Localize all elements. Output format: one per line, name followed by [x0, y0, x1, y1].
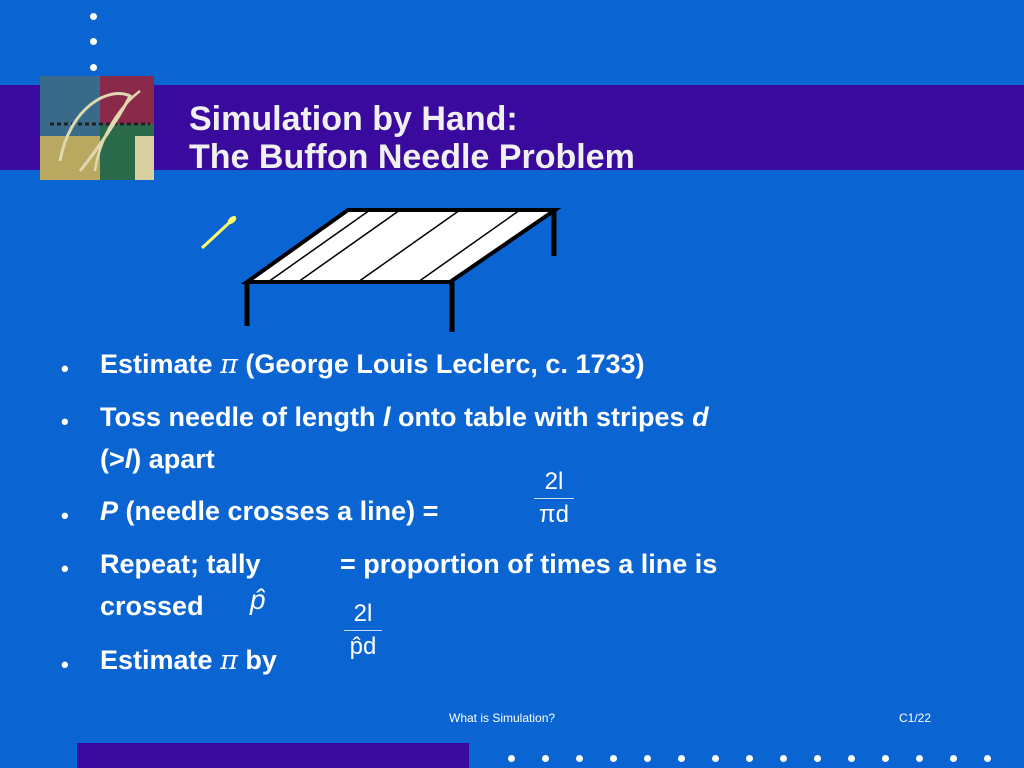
decor-dot [984, 755, 991, 762]
bullet-4-continued: = proportion of times a line is [340, 549, 718, 579]
bullet-4-line-2: crossed [100, 591, 204, 621]
decor-dot [576, 755, 583, 762]
decor-dot [848, 755, 855, 762]
footer-title: What is Simulation? [449, 711, 556, 725]
fraction-2l-over-phat-d: 2l p̂d [344, 600, 382, 661]
decor-dot [542, 755, 549, 762]
bullet-2-line-2: (>l) apart [100, 444, 215, 474]
decor-dot [610, 755, 617, 762]
bullet-1: Estimate π (George Louis Leclerc, c. 1733) [100, 349, 645, 380]
bottom-band [77, 743, 469, 768]
decor-dot [678, 755, 685, 762]
p-hat-symbol: p̂ [250, 584, 266, 615]
decor-dot [508, 755, 515, 762]
bullet-2: Toss needle of length l onto table with stripes d [100, 402, 709, 432]
title-line-2: The Buffon Needle Problem [189, 138, 635, 176]
needle-icon [202, 214, 238, 248]
decor-dot [916, 755, 923, 762]
decor-dot [780, 755, 787, 762]
decor-dot [746, 755, 753, 762]
bullet-marker: • [61, 652, 69, 677]
decor-dot [90, 13, 97, 20]
decor-dot [90, 38, 97, 45]
bullet-marker: • [61, 356, 69, 381]
decor-dot [814, 755, 821, 762]
decor-dot [90, 64, 97, 71]
fraction-2l-over-pi-d: 2l πd [534, 468, 574, 529]
bullet-5: Estimate π by [100, 645, 277, 676]
bullet-marker: • [61, 556, 69, 581]
decor-dot [644, 755, 651, 762]
slide-number: C1/22 [899, 711, 932, 725]
bullet-4: Repeat; tally [100, 549, 261, 579]
bullet-marker: • [61, 503, 69, 528]
decor-dot [712, 755, 719, 762]
title-line-1: Simulation by Hand: [189, 100, 518, 138]
decor-dot [950, 755, 957, 762]
logo-icon [40, 76, 154, 180]
decor-dot [882, 755, 889, 762]
bullet-3: P (needle crosses a line) = [100, 496, 439, 526]
table-figure [190, 200, 570, 335]
bullet-marker: • [61, 409, 69, 434]
